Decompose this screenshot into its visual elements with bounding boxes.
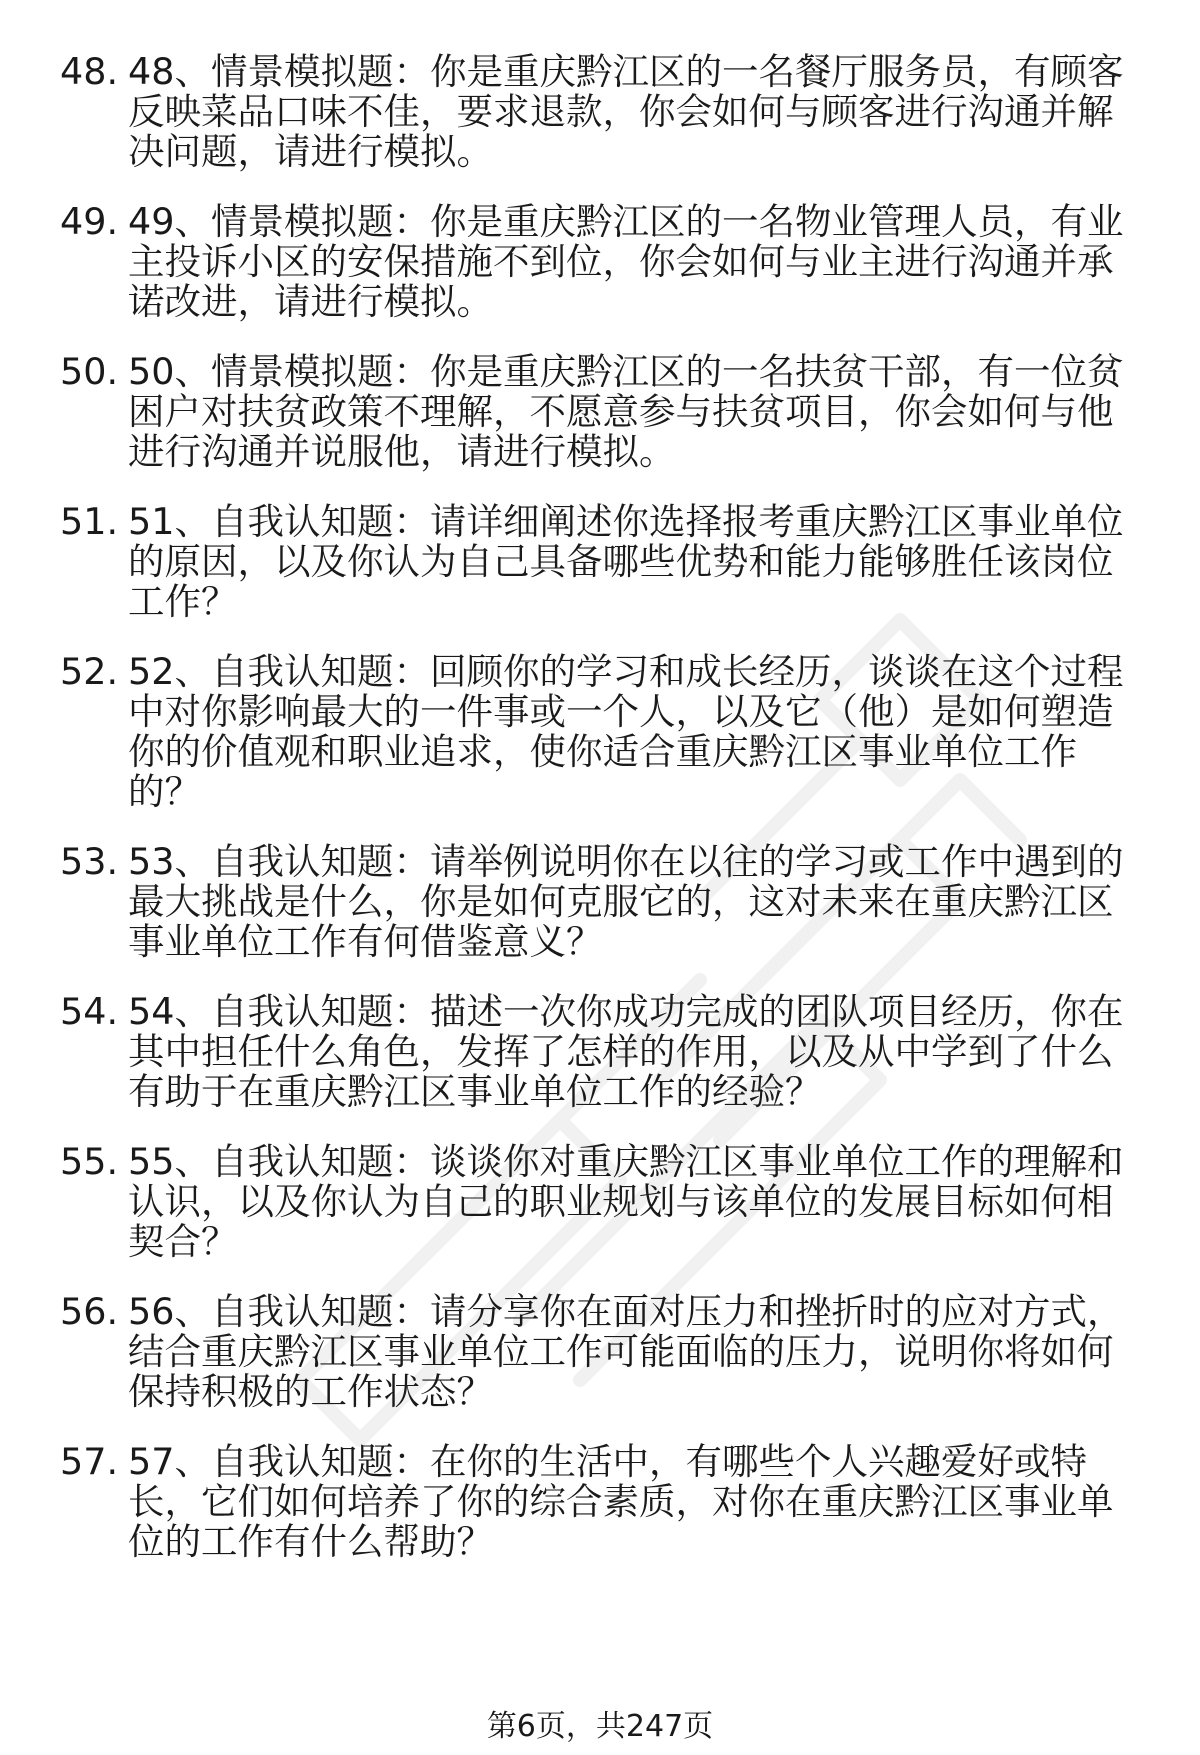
item-number: 57. (60, 1440, 119, 1483)
list-item (60, 842, 1140, 962)
item-number: 50. (60, 350, 119, 393)
list-item (60, 1142, 1140, 1262)
item-number: 56. (60, 1290, 119, 1333)
item-text: 54、自我认知题：描述一次你成功完成的团队项目经历，你在其中担任什么角色，发挥了怎样的作用，以及从中学到了什么有助于在重庆黔江区事业单位工作的经验？ (128, 990, 1124, 1113)
item-text: 49、情景模拟题：你是重庆黔江区的一名物业管理人员，有业主投诉小区的安保措施不到位，你会如何与业主进行沟通并承诺改进，请进行模拟。 (128, 200, 1124, 323)
item-text: 55、自我认知题：谈谈你对重庆黔江区事业单位工作的理解和认识，以及你认为自己的职业规划与该单位的发展目标如何相契合？ (128, 1140, 1124, 1263)
item-text: 57、自我认知题：在你的生活中，有哪些个人兴趣爱好或特长，它们如何培养了你的综合素质，对你在重庆黔江区事业单位的工作有什么帮助？ (128, 1440, 1114, 1563)
page-footer: 第6页，共247页 (486, 1709, 714, 1744)
item-text: 53、自我认知题：请举例说明你在以往的学习或工作中遇到的最大挑战是什么，你是如何克服它的，这对未来在重庆黔江区事业单位工作有何借鉴意义？ (128, 840, 1124, 963)
item-text: 56、自我认知题：请分享你在面对压力和挫折时的应对方式，结合重庆黔江区事业单位工作可能面临的压力，说明你将如何保持积极的工作状态？ (128, 1290, 1124, 1413)
list-item (60, 202, 1140, 322)
list-item (60, 502, 1140, 622)
item-number: 52. (60, 650, 119, 693)
list-item (60, 652, 1140, 812)
item-number: 55. (60, 1140, 119, 1183)
list-item (60, 52, 1140, 172)
item-number: 49. (60, 200, 119, 243)
item-number: 54. (60, 990, 119, 1033)
item-text: 51、自我认知题：请详细阐述你选择报考重庆黔江区事业单位的原因，以及你认为自己具备哪些优势和能力能够胜任该岗位工作？ (128, 500, 1124, 623)
list-item (60, 1292, 1140, 1412)
item-number: 53. (60, 840, 119, 883)
list-item (60, 992, 1140, 1112)
item-number: 48. (60, 50, 119, 93)
list-item (60, 1442, 1140, 1562)
item-text: 50、情景模拟题：你是重庆黔江区的一名扶贫干部，有一位贫困户对扶贫政策不理解，不愿意参与扶贫项目，你会如何与他进行沟通并说服他，请进行模拟。 (128, 350, 1124, 473)
item-text: 52、自我认知题：回顾你的学习和成长经历，谈谈在这个过程中对你影响最大的一件事或一个人，以及它（他）是如何塑造你的价值观和职业追求，使你适合重庆黔江区事业单位工作的？ (128, 650, 1124, 813)
item-text: 48、情景模拟题：你是重庆黔江区的一名餐厅服务员，有顾客反映菜品口味不佳，要求退款，你会如何与顾客进行沟通并解决问题，请进行模拟。 (128, 50, 1124, 173)
item-number: 51. (60, 500, 119, 543)
list-item (60, 352, 1140, 472)
question-list (60, 52, 1140, 1592)
